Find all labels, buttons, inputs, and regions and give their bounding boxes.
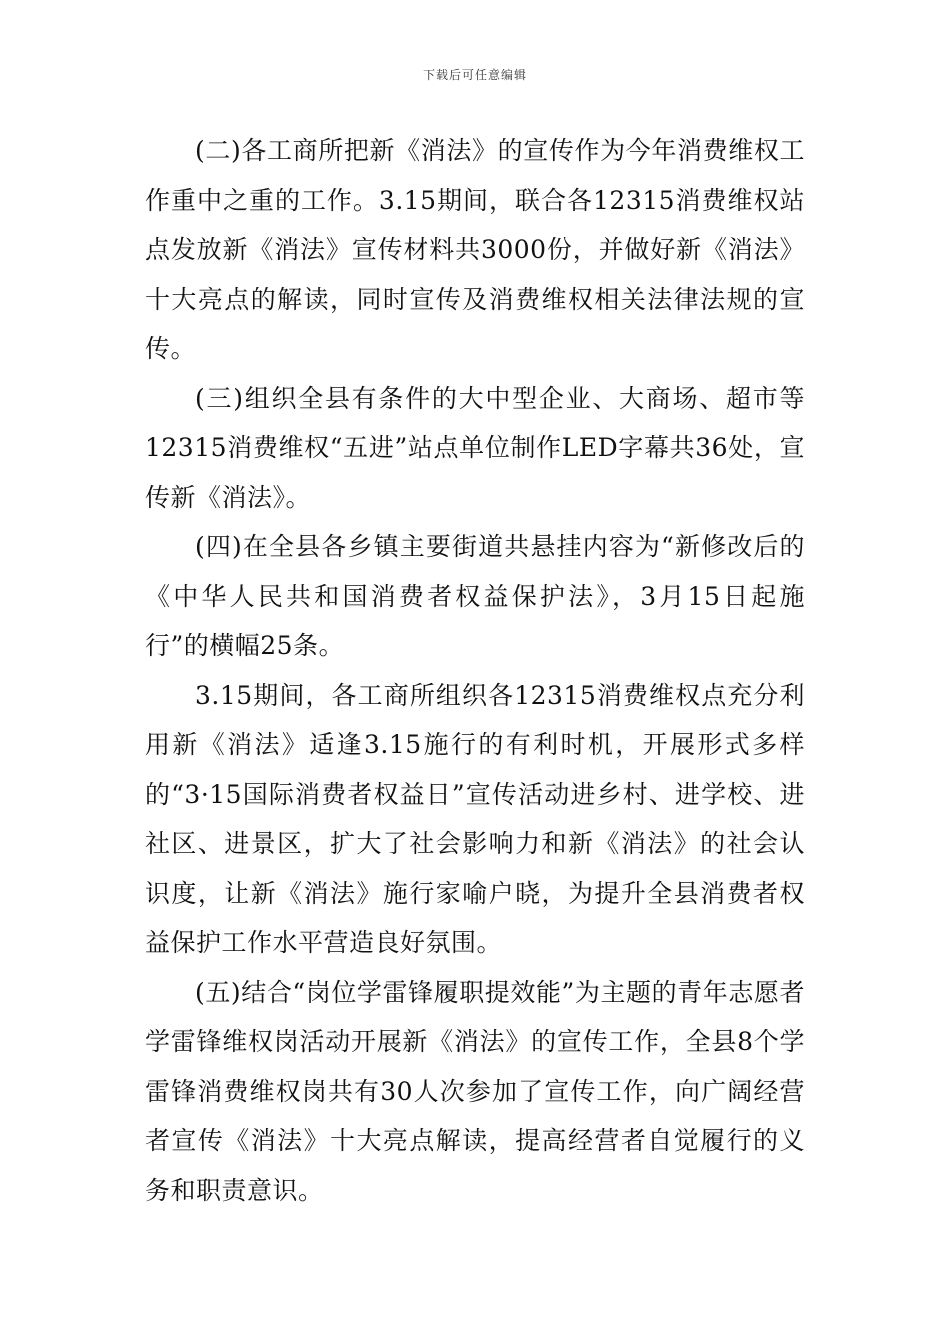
paragraph-2: (三)组织全县有条件的大中型企业、大商场、超市等12315消费维权“五进”站点单位制作LED字幕共36处，宣传新《消法》。	[145, 383, 805, 512]
paragraph-4: 3.15期间，各工商所组织各12315消费维权点充分利用新《消法》适逢3.15施行的有利时机，开展形式多样的“3·15国际消费者权益日”宣传活动进乡村、进学校、进社区、进景区，扩大了社会影响力和新《消法》的社会认识度，让新《消法》施行家喻户晓，为提升全县消费者权益保护工作水平营造良好氛围。	[145, 680, 805, 957]
paragraph-5: (五)结合“岗位学雷锋履职提效能”为主题的青年志愿者学雷锋维权岗活动开展新《消法》的宣传工作，全县8个学雷锋消费维权岗共有30人次参加了宣传工作，向广阔经营者宣传《消法》十大亮点解读，提高经营者自觉履行的义务和职责意识。	[145, 977, 805, 1205]
paragraph-3: (四)在全县各乡镇主要街道共悬挂内容为“新修改后的《中华人民共和国消费者权益保护法》，3月15日起施行”的横幅25条。	[145, 532, 805, 660]
document-body	[145, 126, 805, 1215]
paragraph-1: (二)各工商所把新《消法》的宣传作为今年消费维权工作重中之重的工作。3.15期间，联合各12315消费维权站点发放新《消法》宣传材料共3000份，并做好新《消法》十大亮点的解读，同时宣传及消费维权相关法律法规的宣传。	[145, 136, 805, 363]
header-note: 下载后可任意编辑	[422, 68, 527, 82]
